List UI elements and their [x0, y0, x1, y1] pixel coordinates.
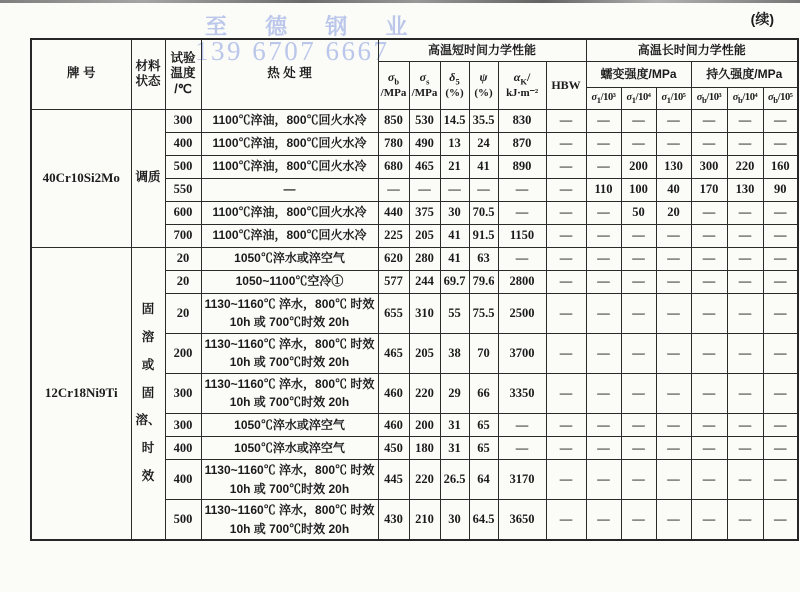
watermark-company: 至 德 钢 业 [205, 14, 424, 39]
value-cell: — [727, 333, 763, 373]
value-cell: 465 [378, 333, 409, 373]
value-cell: — [546, 414, 586, 437]
value-cell: — [546, 201, 586, 224]
col-header-state [131, 39, 165, 109]
value-cell: 225 [378, 224, 409, 247]
value-cell: 244 [409, 270, 440, 293]
value-cell: 75.5 [469, 293, 498, 333]
value-cell: — [656, 109, 691, 132]
value-cell: — [727, 132, 763, 155]
value-cell: — [586, 201, 621, 224]
value-cell: 460 [378, 414, 409, 437]
heat-treatment-cell: 1050~1100℃空冷① [201, 270, 378, 293]
value-cell: 70 [469, 333, 498, 373]
col-header-delta5: $\delta_5$ (%) [440, 61, 469, 109]
value-cell: — [546, 132, 586, 155]
value-cell: 50 [621, 201, 656, 224]
value-cell: 280 [409, 247, 440, 270]
value-cell: — [621, 247, 656, 270]
value-cell: 66 [469, 373, 498, 413]
grade-cell: 40Cr10Si2Mo [31, 109, 131, 247]
value-cell: 205 [409, 224, 440, 247]
value-cell: — [691, 460, 727, 500]
value-cell: — [546, 373, 586, 413]
value-cell: — [656, 460, 691, 500]
value-cell: 655 [378, 293, 409, 333]
value-cell: — [727, 270, 763, 293]
temp-header-line: /℃ [174, 82, 192, 97]
continued-label: (续) [750, 11, 774, 27]
value-cell: 220 [409, 373, 440, 413]
value-cell: — [656, 333, 691, 373]
table-body [31, 109, 798, 540]
value-cell: — [546, 270, 586, 293]
value-cell: 300 [691, 155, 727, 178]
value-cell: — [586, 155, 621, 178]
value-cell: 70.5 [469, 201, 498, 224]
value-cell: 79.6 [469, 270, 498, 293]
value-cell: 680 [378, 155, 409, 178]
value-cell: 29 [440, 373, 469, 413]
test-temperature-cell: 400 [165, 437, 201, 460]
heat-treatment-cell: 1050℃淬水或淬空气 [201, 414, 378, 437]
value-cell: 40 [656, 178, 691, 201]
value-cell: 460 [378, 373, 409, 413]
value-cell: — [586, 270, 621, 293]
value-cell: — [727, 437, 763, 460]
value-cell: — [763, 460, 798, 500]
value-cell: — [691, 270, 727, 293]
material-state-cell: 固 溶 或 固 溶、 时 效 [131, 247, 165, 540]
value-cell: — [546, 155, 586, 178]
value-cell: 35.5 [469, 109, 498, 132]
value-cell: — [498, 178, 546, 201]
value-cell: 30 [440, 201, 469, 224]
value-cell: 200 [621, 155, 656, 178]
value-cell: — [691, 109, 727, 132]
value-cell: — [586, 333, 621, 373]
value-cell: — [656, 500, 691, 541]
col-header-creep-1e5: $\sigma_1/10^5$ [656, 87, 691, 109]
value-cell: — [727, 373, 763, 413]
value-cell: — [440, 178, 469, 201]
col-header-creep-1e3: $\sigma_1/10^3$ [586, 87, 621, 109]
value-cell: 2800 [498, 270, 546, 293]
test-temperature-cell: 300 [165, 109, 201, 132]
value-cell: — [546, 437, 586, 460]
heat-treatment-cell: 1130~1160℃ 淬水，800℃ 时效 10h 或 700℃时效 20h [201, 333, 378, 373]
value-cell: — [621, 293, 656, 333]
test-temperature-cell: 20 [165, 247, 201, 270]
value-cell: — [546, 293, 586, 333]
value-cell: 780 [378, 132, 409, 155]
heat-treatment-cell: 1050℃淬水或淬空气 [201, 437, 378, 460]
value-cell: — [763, 201, 798, 224]
value-cell: — [727, 247, 763, 270]
value-cell: 180 [409, 437, 440, 460]
value-cell: — [409, 178, 440, 201]
value-cell: 130 [656, 155, 691, 178]
value-cell: — [621, 460, 656, 500]
value-cell: 20 [656, 201, 691, 224]
col-header-creep-1e4: $\sigma_1/10^4$ [621, 87, 656, 109]
value-cell: — [691, 132, 727, 155]
value-cell: 26.5 [440, 460, 469, 500]
value-cell: 69.7 [440, 270, 469, 293]
value-cell: 440 [378, 201, 409, 224]
value-cell: — [763, 247, 798, 270]
value-cell: — [546, 460, 586, 500]
col-header-alpha-k: $\alpha_K/$ kJ·m⁻² [498, 61, 546, 109]
material-state-cell: 调质 [131, 109, 165, 247]
test-temperature-cell: 300 [165, 373, 201, 413]
value-cell: 13 [440, 132, 469, 155]
value-cell: 41 [469, 155, 498, 178]
value-cell: — [621, 224, 656, 247]
value-cell: 170 [691, 178, 727, 201]
value-cell: — [656, 270, 691, 293]
value-cell: 577 [378, 270, 409, 293]
value-cell: 41 [440, 224, 469, 247]
grade-cell: 12Cr18Ni9Ti [31, 247, 131, 540]
value-cell: — [691, 414, 727, 437]
value-cell: — [727, 224, 763, 247]
test-temperature-cell: 500 [165, 155, 201, 178]
value-cell: — [546, 224, 586, 247]
value-cell: 430 [378, 500, 409, 541]
value-cell: — [656, 247, 691, 270]
value-cell: — [546, 178, 586, 201]
value-cell: 3350 [498, 373, 546, 413]
value-cell: — [691, 500, 727, 541]
value-cell: 41 [440, 247, 469, 270]
value-cell: — [378, 178, 409, 201]
value-cell: — [727, 460, 763, 500]
value-cell: — [621, 270, 656, 293]
test-temperature-cell: 550 [165, 178, 201, 201]
heat-treatment-cell: 1050℃淬水或淬空气 [201, 247, 378, 270]
value-cell: 450 [378, 437, 409, 460]
value-cell: — [621, 333, 656, 373]
value-cell: — [546, 247, 586, 270]
heat-treatment-cell: 1130~1160℃ 淬水，800℃ 时效 10h 或 700℃时效 20h [201, 460, 378, 500]
group-header-rupture-strength: 持久强度/MPa [691, 61, 798, 87]
value-cell: 31 [440, 437, 469, 460]
col-header-heat-treatment: 热 处 理 [201, 39, 378, 109]
value-cell: 890 [498, 155, 546, 178]
value-cell: — [691, 224, 727, 247]
value-cell: — [621, 414, 656, 437]
value-cell: 64.5 [469, 500, 498, 541]
value-cell: 205 [409, 333, 440, 373]
value-cell: — [586, 414, 621, 437]
table-row [31, 109, 798, 132]
value-cell: — [621, 500, 656, 541]
value-cell: 100 [621, 178, 656, 201]
value-cell: — [586, 109, 621, 132]
value-cell: — [656, 373, 691, 413]
value-cell: — [586, 224, 621, 247]
col-header-sigma-s: $\sigma_s$ /MPa [409, 61, 440, 109]
test-temperature-cell: 700 [165, 224, 201, 247]
value-cell: — [656, 293, 691, 333]
value-cell: — [586, 132, 621, 155]
value-cell: 445 [378, 460, 409, 500]
value-cell: 91.5 [469, 224, 498, 247]
value-cell: — [546, 333, 586, 373]
value-cell: — [498, 414, 546, 437]
value-cell: 850 [378, 109, 409, 132]
group-header-creep-strength: 蠕变强度/MPa [586, 61, 691, 87]
value-cell: — [621, 373, 656, 413]
value-cell: — [546, 109, 586, 132]
value-cell: — [763, 293, 798, 333]
test-temperature-cell: 300 [165, 414, 201, 437]
value-cell: 530 [409, 109, 440, 132]
value-cell: — [656, 224, 691, 247]
value-cell: — [691, 293, 727, 333]
value-cell: — [656, 132, 691, 155]
heat-treatment-cell: 1130~1160℃ 淬水，800℃ 时效 10h 或 700℃时效 20h [201, 373, 378, 413]
value-cell: — [621, 109, 656, 132]
value-cell: — [727, 500, 763, 541]
value-cell: — [763, 414, 798, 437]
value-cell: — [763, 132, 798, 155]
col-header-hbw: HBW [546, 61, 586, 109]
value-cell: 64 [469, 460, 498, 500]
value-cell: — [727, 109, 763, 132]
value-cell: 14.5 [440, 109, 469, 132]
value-cell: — [656, 414, 691, 437]
test-temperature-cell: 500 [165, 500, 201, 541]
temp-header-line: 温度 [170, 66, 196, 81]
value-cell: 160 [763, 155, 798, 178]
value-cell: — [498, 437, 546, 460]
value-cell: — [586, 247, 621, 270]
test-temperature-cell: 600 [165, 201, 201, 224]
scan-artifact-strip [0, 0, 800, 3]
value-cell: — [498, 247, 546, 270]
value-cell: — [586, 293, 621, 333]
value-cell: 210 [409, 500, 440, 541]
value-cell: 31 [440, 414, 469, 437]
value-cell: 55 [440, 293, 469, 333]
col-header-rupture-1e5: $\sigma_b/10^5$ [763, 87, 798, 109]
value-cell: — [763, 373, 798, 413]
value-cell: 90 [763, 178, 798, 201]
col-header-temperature [165, 39, 201, 109]
group-header-short-time: 高温短时间力学性能 [378, 39, 586, 61]
heat-treatment-cell: 1130~1160℃ 淬水，800℃ 时效 10h 或 700℃时效 20h [201, 500, 378, 541]
heat-treatment-cell: 1100℃淬油，800℃回火水冷 [201, 201, 378, 224]
value-cell: — [546, 500, 586, 541]
temp-header-line: 试验 [170, 50, 196, 65]
heat-treatment-cell: 1100℃淬油，800℃回火水冷 [201, 109, 378, 132]
col-header-rupture-1e4: $\sigma_b/10^4$ [727, 87, 763, 109]
value-cell: — [763, 270, 798, 293]
group-header-long-time: 高温长时间力学性能 [586, 39, 798, 61]
value-cell: 38 [440, 333, 469, 373]
value-cell: — [621, 132, 656, 155]
value-cell: 830 [498, 109, 546, 132]
test-temperature-cell: 200 [165, 333, 201, 373]
value-cell: — [656, 437, 691, 460]
value-cell: — [727, 201, 763, 224]
value-cell: 220 [409, 460, 440, 500]
value-cell: — [727, 293, 763, 333]
value-cell: — [621, 437, 656, 460]
value-cell: — [498, 201, 546, 224]
value-cell: — [763, 109, 798, 132]
value-cell: 2500 [498, 293, 546, 333]
value-cell: — [586, 500, 621, 541]
value-cell: — [763, 437, 798, 460]
value-cell: 63 [469, 247, 498, 270]
value-cell: 24 [469, 132, 498, 155]
value-cell: 310 [409, 293, 440, 333]
heat-treatment-cell: 1100℃淬油，800℃回火水冷 [201, 155, 378, 178]
state-header-line: 状态 [135, 74, 161, 89]
state-header-line: 材料 [135, 58, 161, 73]
value-cell: 65 [469, 437, 498, 460]
value-cell: — [691, 373, 727, 413]
value-cell: 3700 [498, 333, 546, 373]
value-cell: 3170 [498, 460, 546, 500]
value-cell: 21 [440, 155, 469, 178]
value-cell: 3650 [498, 500, 546, 541]
value-cell: 465 [409, 155, 440, 178]
test-temperature-cell: 400 [165, 132, 201, 155]
value-cell: 620 [378, 247, 409, 270]
value-cell: — [763, 224, 798, 247]
value-cell: — [691, 333, 727, 373]
table-row [31, 247, 798, 270]
value-cell: 30 [440, 500, 469, 541]
mechanical-properties-table [30, 38, 799, 541]
watermark-phone: 139 6707 6667 [195, 36, 390, 66]
value-cell: — [763, 333, 798, 373]
value-cell: — [691, 201, 727, 224]
value-cell: 65 [469, 414, 498, 437]
value-cell: 200 [409, 414, 440, 437]
value-cell: 130 [727, 178, 763, 201]
value-cell: 110 [586, 178, 621, 201]
value-cell: — [763, 500, 798, 541]
col-header-rupture-1e3: $\sigma_b/10^3$ [691, 87, 727, 109]
heat-treatment-cell: 1130~1160℃ 淬水，800℃ 时效 10h 或 700℃时效 20h [201, 293, 378, 333]
value-cell: — [586, 437, 621, 460]
value-cell: 1150 [498, 224, 546, 247]
value-cell: 220 [727, 155, 763, 178]
value-cell: — [691, 437, 727, 460]
test-temperature-cell: 20 [165, 293, 201, 333]
value-cell: — [727, 414, 763, 437]
value-cell: — [586, 373, 621, 413]
test-temperature-cell: 20 [165, 270, 201, 293]
value-cell: — [469, 178, 498, 201]
value-cell: 490 [409, 132, 440, 155]
heat-treatment-cell: — [201, 178, 378, 201]
value-cell: — [586, 460, 621, 500]
col-header-grade: 牌 号 [31, 39, 131, 109]
heat-treatment-cell: 1100℃淬油，800℃回火水冷 [201, 224, 378, 247]
header-row-groups [31, 39, 798, 61]
col-header-psi: ψ (%) [469, 61, 498, 109]
value-cell: — [691, 247, 727, 270]
value-cell: 870 [498, 132, 546, 155]
heat-treatment-cell: 1100℃淬油，800℃回火水冷 [201, 132, 378, 155]
value-cell: 375 [409, 201, 440, 224]
col-header-sigma-b: $\sigma_b$ /MPa [378, 61, 409, 109]
test-temperature-cell: 400 [165, 460, 201, 500]
